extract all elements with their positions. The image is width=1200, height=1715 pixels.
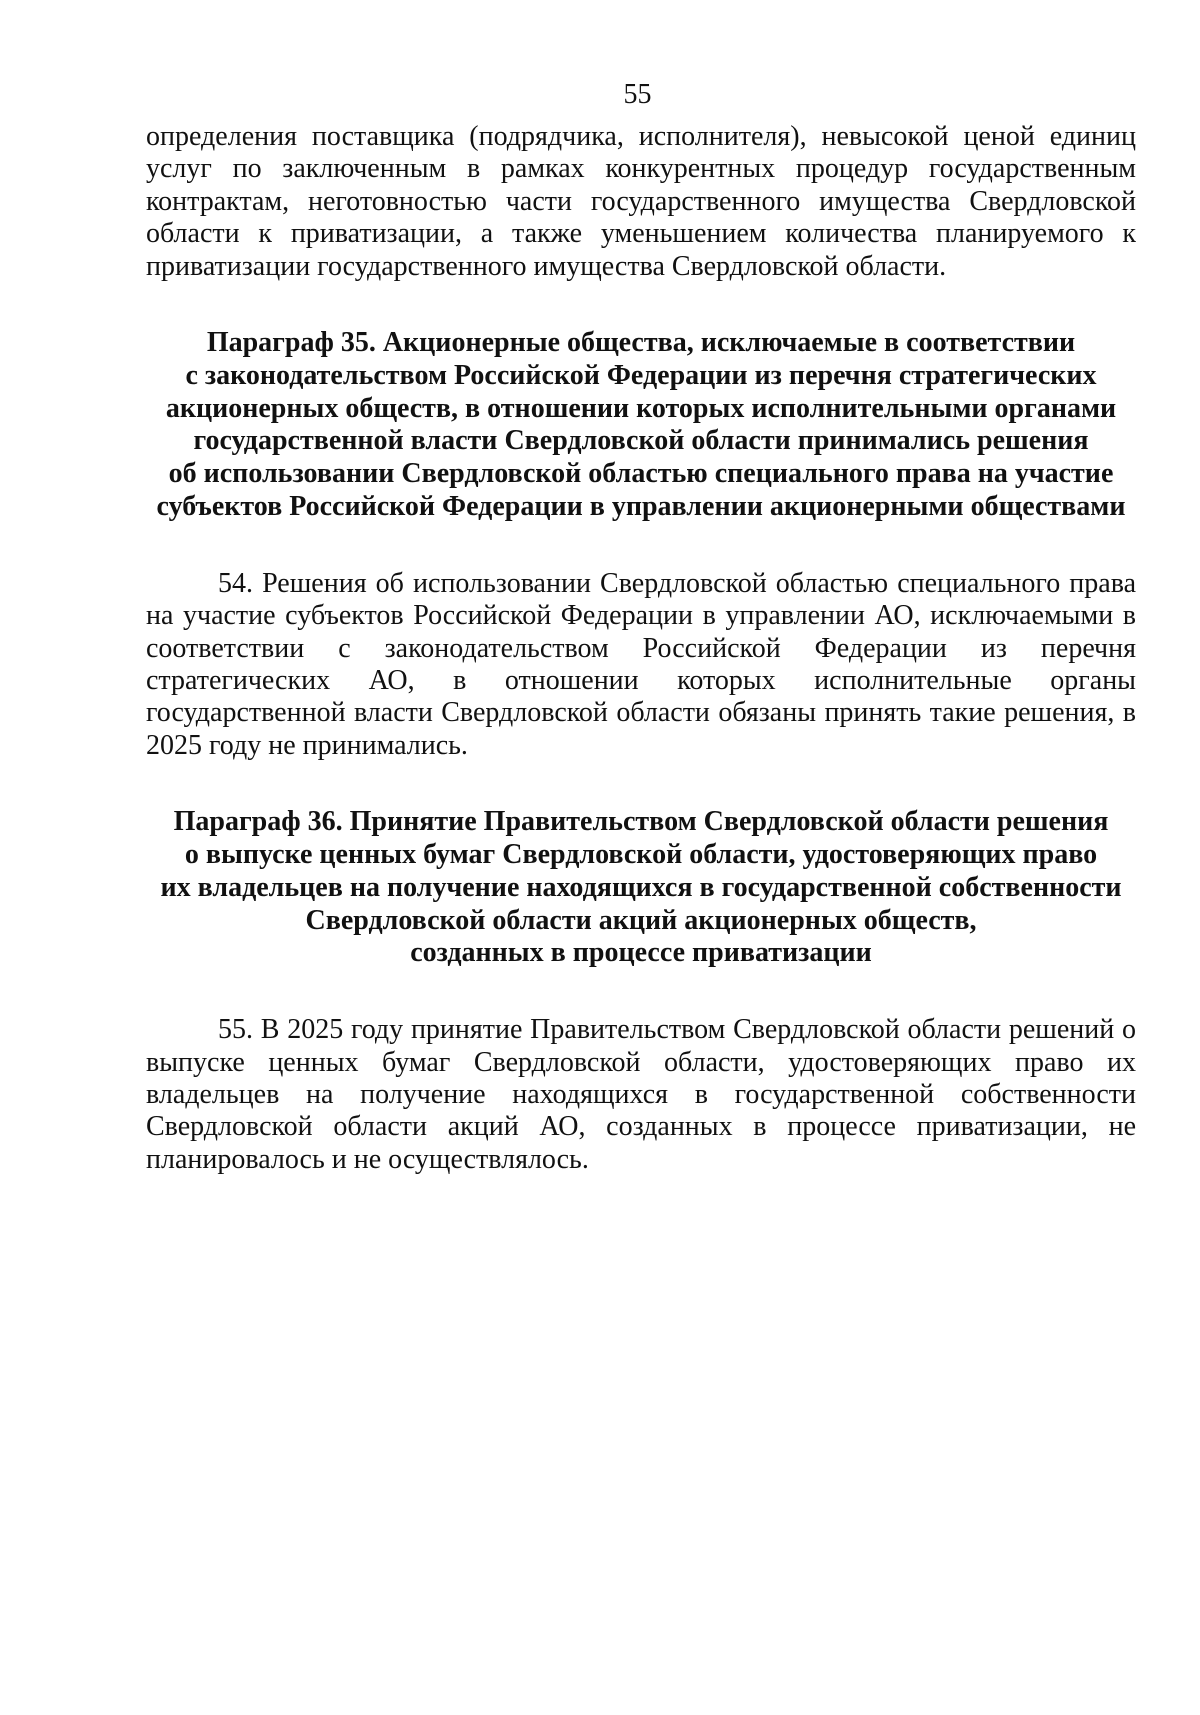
- heading-line: Параграф 36. Принятие Правительством Свердловской области решения: [173, 806, 1109, 838]
- heading-line: об использовании Свердловской областью специального права на участие: [168, 458, 1114, 490]
- page-number: 55: [623, 79, 652, 110]
- page-content: [146, 121, 1136, 1176]
- heading-line: акционерных обществ, в отношении которых исполнительными органами: [165, 392, 1117, 424]
- paragraph-54: 54. Решения об использовании Свердловской областью специального права на участие субъектов Российской Федерации в управлении АО, исключаемыми в соответствии с законодательством Российской Федерации из перечня стратегических АО, в отношении которых исполнительные органы государственной власти Свердловской области обязаны принять такие решения, в 2025 году не принимались.: [146, 567, 1136, 761]
- spacer: [146, 524, 1136, 568]
- section-36-heading: [146, 806, 1136, 970]
- spacer: [146, 970, 1136, 1014]
- heading-line: созданных в процессе приватизации: [410, 937, 872, 969]
- heading-line: с законодательством Российской Федерации из перечня стратегических: [185, 359, 1097, 391]
- heading-line: о выпуске ценных бумаг Свердловской области, удостоверяющих право: [184, 839, 1098, 871]
- spacer: [146, 283, 1136, 327]
- heading-line: их владельцев на получение находящихся в государственной собственности: [160, 871, 1122, 903]
- spacer: [146, 762, 1136, 806]
- continuation-paragraph: определения поставщика (подрядчика, исполнителя), невысокой ценой единиц услуг по заключенным в рамках конкурентных процедур государственным контрактам, неготовностью части государственного имущества Свердловской области к приватизации, а также уменьшением количества планируемого к приватизации государственного имущества Свердловской области.: [146, 121, 1136, 282]
- paragraph-55: 55. В 2025 году принятие Правительством Свердловской области решений о выпуске ценных бумаг Свердловской области, удостоверяющих право их владельцев на получение находящихся в государственной собственности Свердловской области акций АО, созданных в процессе приватизации, не планировалось и не осуществлялось.: [146, 1014, 1136, 1175]
- section-35-heading: [146, 327, 1136, 524]
- heading-line: государственной власти Свердловской области принимались решения: [193, 425, 1089, 457]
- heading-line: Свердловской области акций акционерных обществ,: [305, 904, 977, 936]
- heading-line: Параграф 35. Акционерные общества, исключаемые в соответствии: [206, 327, 1076, 359]
- heading-line: субъектов Российской Федерации в управлении акционерными обществами: [156, 491, 1126, 523]
